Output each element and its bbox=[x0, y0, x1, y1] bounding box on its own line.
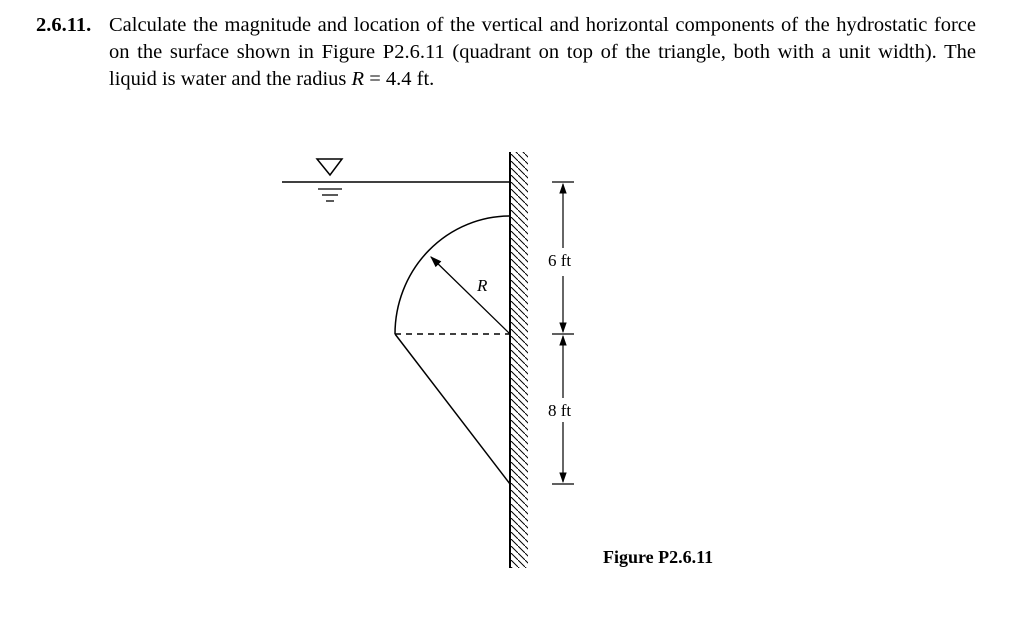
triangle-hypotenuse bbox=[395, 334, 510, 484]
radius-label: R bbox=[477, 276, 488, 295]
radius-value: 4.4 ft. bbox=[385, 68, 435, 90]
radius-arrow bbox=[431, 257, 510, 334]
problem-text-body: Calculate the magnitude and location of the vertical and horizontal components of the hydrostatic force on the surface shown in Figure P2.6.11 (quadrant on top of the triangle, both with a unit width). The liquid is water and the radius bbox=[109, 14, 976, 90]
problem-number: 2.6.11. bbox=[36, 14, 92, 36]
wall-hatching bbox=[510, 152, 528, 568]
dimension-upper-label: 6 ft bbox=[548, 251, 572, 270]
dimension-lower-label: 8 ft bbox=[548, 401, 572, 420]
figure-caption: Figure P2.6.11 bbox=[603, 547, 714, 567]
radius-symbol: R bbox=[351, 68, 365, 90]
equals-sign: = bbox=[364, 68, 386, 90]
free-surface-symbol bbox=[317, 159, 342, 201]
